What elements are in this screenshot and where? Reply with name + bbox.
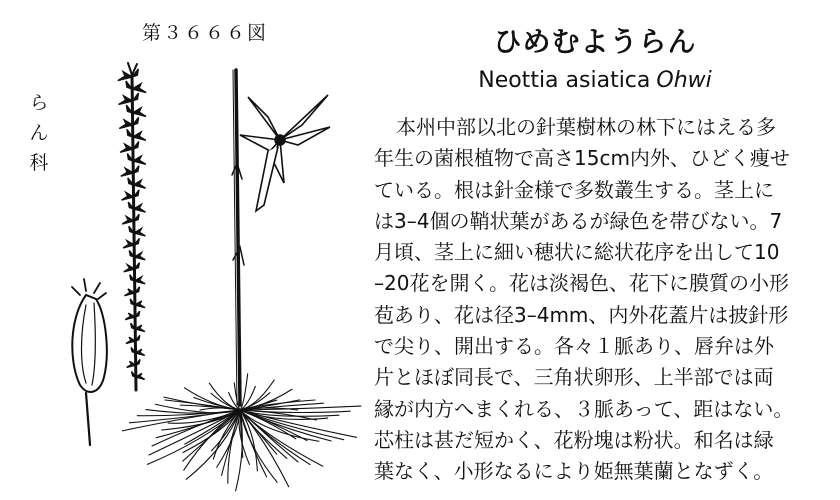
description-line: は3–4個の鞘状葉があるが緑色を帯びない。7 xyxy=(374,208,783,233)
family-char: ら xyxy=(29,92,49,114)
floret xyxy=(123,238,139,248)
family-char: ん xyxy=(29,122,49,144)
floret xyxy=(131,323,145,331)
stem-drawing xyxy=(232,70,244,405)
description-line: ている。根は針金様で多数叢生する。茎上に xyxy=(374,177,774,202)
description xyxy=(374,112,824,488)
floret xyxy=(125,311,140,320)
description-line: 本州中部以北の針葉樹林の林下にはえる多 xyxy=(396,115,776,139)
floret xyxy=(131,347,145,355)
floret xyxy=(126,105,146,116)
description-line: 苞あり、花は径3–4mm、内外花蓋片は披針形 xyxy=(374,302,789,327)
description-line: 葉なく、小形なるにより姫無葉蘭となずく。 xyxy=(374,459,774,484)
floret xyxy=(118,69,139,81)
description-line: 芯柱は甚だ短かく、花粉塊は粉状。和名は緑 xyxy=(374,427,774,452)
floret xyxy=(132,372,145,380)
floret xyxy=(119,117,138,128)
family-char: 科 xyxy=(29,152,49,174)
magnified-flower-drawing xyxy=(240,95,330,211)
floret xyxy=(124,287,139,296)
description-line: 月頃、茎上に細い穂状に総状花序を出して10 xyxy=(374,240,780,265)
description-line: 片とほぼ同長で、三角状卵形、上半部では両 xyxy=(374,365,774,390)
description-line: –20花を開く。花は淡褐色、花下に膜質の小形 xyxy=(374,271,790,296)
floret xyxy=(127,154,145,165)
floret xyxy=(120,142,139,153)
floret xyxy=(129,251,145,260)
floret xyxy=(126,81,146,93)
scientific-author: Ohwi xyxy=(656,68,712,93)
floret xyxy=(129,226,146,236)
floret xyxy=(119,93,139,104)
floret xyxy=(128,202,145,212)
floret xyxy=(122,190,140,200)
japanese-name: ひめむようらん xyxy=(493,25,697,58)
figure-number: 第３６６６図 xyxy=(142,22,269,44)
floret xyxy=(127,129,146,140)
floret xyxy=(124,263,140,272)
floret xyxy=(122,214,139,224)
floret xyxy=(130,299,145,308)
floret xyxy=(130,275,145,284)
botanical-illustration xyxy=(40,55,370,495)
floret xyxy=(128,178,146,188)
scientific-binomial: Neottia asiatica xyxy=(478,68,651,93)
scientific-name xyxy=(430,68,760,93)
floret xyxy=(121,166,139,176)
capsule-drawing xyxy=(72,279,107,445)
description-line: 年生の菌根植物で高さ15cm内外、ひどく痩せ xyxy=(374,146,790,171)
description-line: 縁が内方へまくれる、３脈あって、距はない。 xyxy=(374,396,794,421)
description-line: で尖り、開出する。各々１脈あり、唇弁は外 xyxy=(374,334,774,359)
floret xyxy=(126,335,140,343)
floret xyxy=(127,359,140,367)
root-mass-drawing xyxy=(123,374,361,491)
